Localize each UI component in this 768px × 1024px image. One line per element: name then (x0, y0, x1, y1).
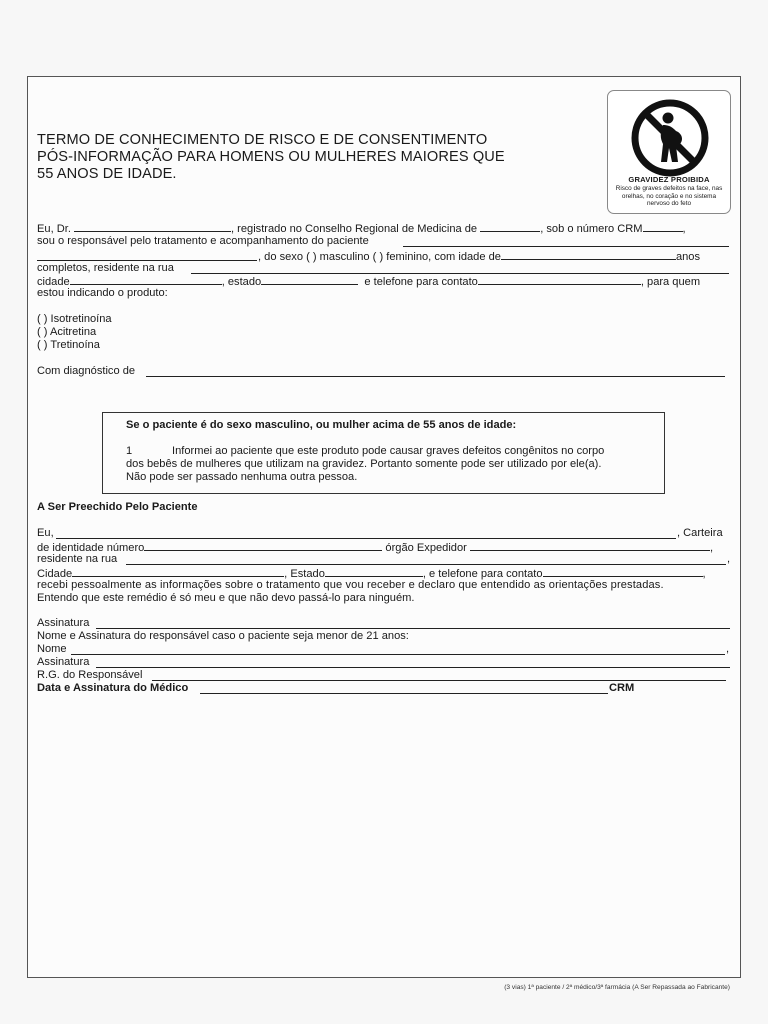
doctor-name-field[interactable] (74, 221, 231, 232)
patient-label-id-card: , Carteira (677, 527, 723, 539)
pregnancy-warning-badge (607, 90, 731, 214)
guardian-signature-field[interactable] (96, 667, 730, 668)
age-field[interactable] (501, 249, 676, 260)
issuer-field[interactable] (470, 540, 710, 551)
patient-full-name-field[interactable] (56, 538, 676, 539)
label-name: Nome (37, 643, 67, 655)
pregnancy-prohibited-icon (630, 98, 710, 178)
label-state: , Estado (284, 568, 325, 580)
label-product-intro: estou indicando o produto: (37, 287, 168, 299)
comma: , (682, 223, 686, 235)
patient-state-field[interactable] (325, 566, 423, 577)
label-years: anos (675, 251, 700, 263)
patient-city-field[interactable] (72, 566, 284, 577)
doctor-line-1 (37, 221, 686, 236)
title-line-1: TERMO DE CONHECIMENTO DE RISCO E DE CONSENTIMENTO (37, 132, 488, 148)
title-line-3: 55 ANOS DE IDADE. (37, 166, 177, 182)
document-title (37, 132, 557, 183)
diagnosis-field[interactable] (146, 376, 725, 377)
label-crm: CRM (609, 682, 635, 694)
label-issuer: órgão Expedidor (385, 542, 467, 554)
product-option-tretinoina[interactable]: ( ) Tretinoína (37, 339, 100, 351)
label-doctor: Eu, Dr. (37, 223, 71, 235)
patient-street-field[interactable] (126, 564, 726, 565)
patient-name-field[interactable] (403, 246, 729, 247)
notice-text-3: Não pode ser passado nenhuma outra pessoa. (126, 471, 358, 483)
patient-section-heading: A Ser Preechido Pelo Paciente (37, 501, 198, 513)
label-state: , estado (221, 276, 262, 288)
comma: , (702, 568, 706, 580)
patient-declaration-2: Entendo que este remédio é só meu e que não devo passá-lo para ninguém. (37, 592, 415, 604)
notice-heading: Se o paciente é do sexo masculino, ou mulher acima de 55 anos de idade: (126, 419, 517, 431)
city-field[interactable] (70, 274, 222, 285)
product-option-isotretinoina[interactable]: ( ) Isotretinoína (37, 313, 112, 325)
badge-title: GRAVIDEZ PROIBIDA (628, 175, 710, 184)
label-guardian-rg: R.G. do Responsável (37, 669, 143, 681)
state-field[interactable] (261, 274, 358, 285)
label-doctor-signature: Data e Assinatura do Médico (37, 682, 189, 694)
guardian-name-field[interactable] (71, 654, 725, 655)
comma: , (727, 553, 731, 565)
label-sex-age: , do sexo ( ) masculino ( ) feminino, com idade de (258, 251, 501, 263)
badge-text: Risco de graves defeitos na face, nas orelhas, no coração e no sistema nervoso do feto (615, 185, 723, 208)
crm-state-field[interactable] (480, 221, 540, 232)
label-id-number: de identidade número (37, 542, 145, 554)
patient-line-2 (37, 540, 713, 555)
label-crm-state: , registrado no Conselho Regional de Medicina de (231, 223, 478, 235)
comma: , (709, 542, 714, 554)
copies-footer: (3 vias) 1ª paciente / 2ª médico/3ª farmácia (A Ser Repassada ao Fabricante) (504, 984, 730, 991)
patient-declaration-1: recebi pessoalmente as informações sobre o tratamento que vou receber e declaro que entendido as orientações prestadas. (37, 579, 664, 591)
title-line-2: PÓS-INFORMAÇÃO PARA HOMENS OU MULHERES MAIORES QUE (37, 149, 505, 165)
patient-name-field-cont[interactable] (37, 260, 257, 261)
notice-number: 1 (126, 445, 133, 457)
doctor-line-2 (37, 235, 369, 248)
label-street: completos, residente na rua (37, 262, 174, 274)
doctor-line-3 (258, 249, 700, 264)
diagnosis-label: Com diagnóstico de (37, 365, 136, 377)
comma: , (726, 643, 730, 655)
patient-label-eu: Eu, (37, 527, 54, 539)
label-guardian-signature: Assinatura (37, 656, 90, 668)
patient-phone-field[interactable] (543, 566, 703, 577)
label-phone: , e telefone para contato (422, 568, 543, 580)
phone-field[interactable] (478, 274, 641, 285)
doctor-signature-field[interactable] (200, 693, 608, 694)
label-city: Cidade (37, 568, 73, 580)
label-signature: Assinatura (37, 617, 90, 629)
notice-text-2: dos bebês de mulheres que utilizam na gravidez. Portanto somente pode ser utilizado por ele(a). (126, 458, 602, 470)
label-crm-number: , sob o número CRM (540, 223, 643, 235)
id-number-field[interactable] (144, 540, 382, 551)
label-phone: e telefone para contato (364, 276, 478, 288)
notice-text-1: Informei ao paciente que este produto pode causar graves defeitos congênitos no corpo (172, 445, 605, 457)
product-option-acitretina[interactable]: ( ) Acitretina (37, 326, 97, 338)
doctor-line-6 (37, 287, 168, 300)
label-city: cidade (37, 276, 70, 288)
label-guardian: Nome e Assinatura do responsável caso o paciente seja menor de 21 anos: (37, 630, 409, 642)
crm-number-field[interactable] (643, 221, 683, 232)
patient-signature-field[interactable] (96, 628, 730, 629)
label-for-whom: , para quem (640, 276, 701, 288)
guardian-rg-field[interactable] (152, 680, 726, 681)
label-patient: sou o responsável pelo tratamento e acompanhamento do paciente (37, 235, 369, 247)
patient-label-street: residente na rua (37, 553, 118, 565)
